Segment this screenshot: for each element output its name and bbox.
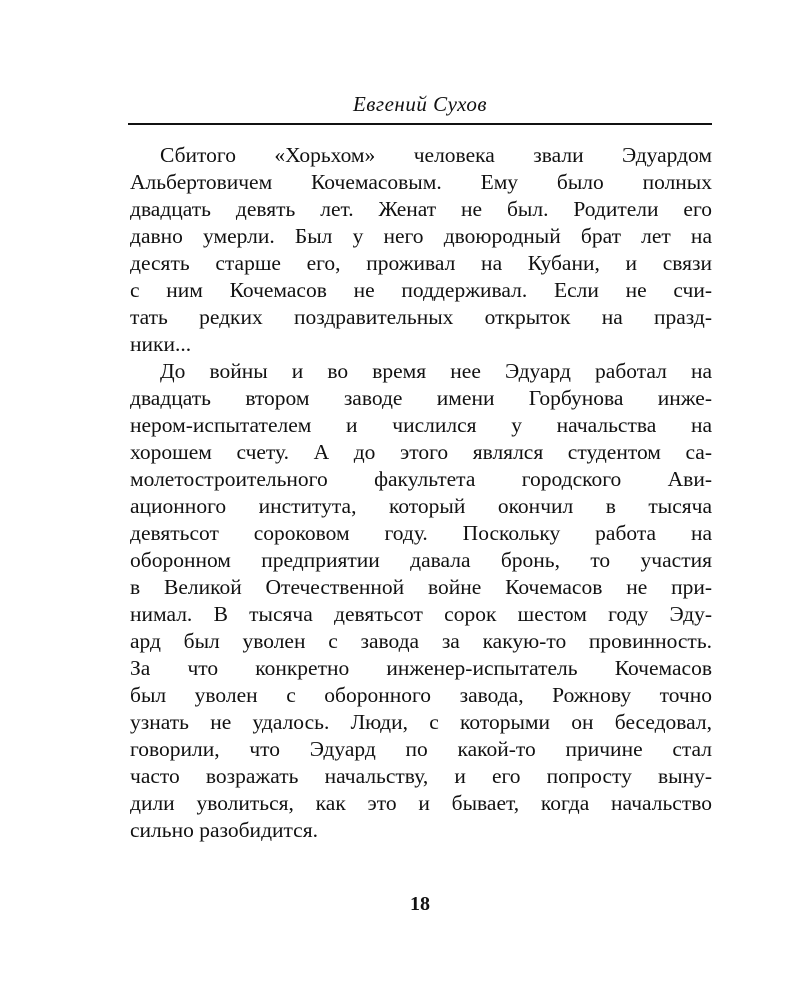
paragraph-2 [130, 358, 712, 844]
text-line: Сбитого «Хорьхом» человека звали Эдуардом [160, 143, 712, 167]
text-line: За что конкретно инженер-испытатель Кочемасов [130, 656, 712, 680]
text-line: молетостроительного факультета городского Ави- [130, 467, 712, 491]
text-line: ники... [130, 332, 192, 356]
paragraph-1 [130, 142, 712, 358]
text-line: в Великой Отечественной войне Кочемасов не при- [130, 575, 712, 599]
text-line: сильно разобидится. [130, 818, 318, 842]
text-line: нимал. В тысяча девятьсот сорок шестом году Эду- [130, 602, 712, 626]
text-line: ард был уволен с завода за какую-то провинность. [130, 629, 712, 653]
text-line: Альбертовичем Кочемасовым. Ему было полных [130, 170, 712, 194]
text-line: давно умерли. Был у него двоюродный брат лет на [130, 224, 712, 248]
page-number: 18 [410, 893, 430, 915]
text-line: До войны и во время нее Эдуард работал на [160, 359, 712, 383]
text-line: с ним Кочемасов не поддерживал. Если не счи- [130, 278, 712, 302]
text-line: узнать не удалось. Люди, с которыми он беседовал, [130, 710, 712, 734]
header-rule [128, 123, 712, 125]
text-line: говорили, что Эдуард по какой-то причине стал [130, 737, 712, 761]
text-line: двадцать втором заводе имени Горбунова инже- [130, 386, 712, 410]
body-text [130, 142, 712, 844]
text-line: девятьсот сороковом году. Поскольку работа на [130, 521, 712, 545]
text-line: нером-испытателем и числился у начальства на [130, 413, 712, 437]
text-line: хорошем счету. А до этого являлся студентом са- [130, 440, 712, 464]
text-line: часто возражать начальству, и его попросту выну- [130, 764, 712, 788]
text-line: двадцать девять лет. Женат не был. Родители его [130, 197, 712, 221]
text-line: ационного института, который окончил в тысяча [130, 494, 712, 518]
text-line: был уволен с оборонного завода, Рожнову точно [130, 683, 712, 707]
text-line: десять старше его, проживал на Кубани, и связи [130, 251, 712, 275]
running-head: Евгений Сухов [352, 92, 488, 116]
text-line: оборонном предприятии давала бронь, то участия [130, 548, 712, 572]
text-line: дили уволиться, как это и бывает, когда начальство [130, 791, 712, 815]
text-line: тать редких поздравительных открыток на празд- [130, 305, 712, 329]
